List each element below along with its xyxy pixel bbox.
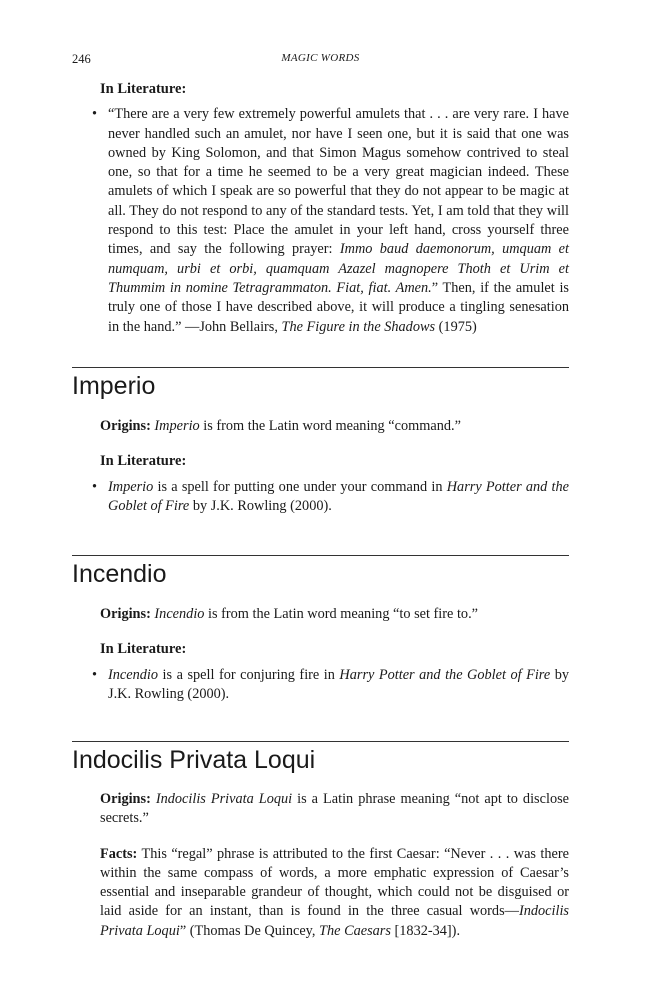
origins-term: Incendio [154,606,205,622]
quote-year: (1975) [435,318,477,335]
literature-item [92,478,569,517]
bullet-icon: • [92,478,98,495]
quote-book-title: The Figure in the Shadows [281,318,436,335]
origins-term: Indocilis Privata Loqui [155,791,293,807]
origins-text: is a Latin phrase meaning “not apt to disclose secrets.” [100,791,569,827]
facts-paragraph [100,845,569,941]
lit-text-end: by J.K. Rowling (2000). [189,497,332,514]
origins-label: Origins: [100,791,151,807]
running-head: MAGIC WORDS [281,52,360,64]
entry-incendio [92,605,570,704]
literature-quote [92,105,569,337]
facts-term: Indocilis Privata Loqui [100,903,569,939]
page-number: 246 [72,52,91,66]
origins-label: Origins: [100,418,151,434]
quote-text-end: ” Then, if the amulet is truly one of those I have described above, it will produce a tingling senesation in the hand.” —John Bellairs, [108,279,569,335]
entry-indocilis [100,790,569,941]
section-divider [72,367,569,368]
entry-title: Indocilis Privata Loqui [72,746,316,774]
bullet-icon: • [92,666,98,683]
section-divider [72,741,569,742]
lit-text-end: by J.K. Rowling (2000). [108,666,570,702]
in-literature-heading: In Literature: [100,641,187,658]
lit-book-title: Harry Potter and the Goblet of Fire [339,666,551,683]
origins-paragraph [100,790,569,829]
origins-text: is from the Latin word meaning “command.” [199,418,461,434]
lit-term: Imperio [108,478,154,495]
intro-section [92,80,569,337]
in-literature-heading: In Literature: [100,453,187,470]
facts-label: Facts: [100,845,138,862]
facts-text-mid: ” (Thomas De Quincey, [179,922,320,939]
section-divider [72,555,569,556]
bullet-icon: • [92,106,98,123]
origins-text: is from the Latin word meaning “to set fire to.” [204,606,478,622]
origins-label: Origins: [100,606,151,622]
facts-text-end: [1832-34]). [390,922,461,939]
in-literature-heading: In Literature: [100,81,187,97]
page-header [72,52,569,70]
entry-imperio [92,417,569,516]
facts-book-title: The Caesars [319,922,391,939]
entry-title: Incendio [72,560,167,588]
origins-term: Imperio [154,418,200,434]
lit-book-title: Harry Potter and the Goblet of Fire [108,478,569,514]
lit-term: Incendio [108,666,159,683]
lit-text: is a spell for conjuring fire in [158,666,340,683]
lit-text: is a spell for putting one under your command in [153,478,447,495]
facts-text: This “regal” phrase is attributed to the first Caesar: “Never . . . was there within the same compass of words, a more emphatic expression of Caesar’s essential and inseparable grandeur of thought, which could not be disguised or laid aside for an instant, than is found in the three casual words— [100,845,569,920]
origins-paragraph [100,605,569,624]
quote-prayer: Immo baud daemonorum, umquam et numquam, urbi et orbi, quamquam Azazel magnopere Thoth et Urim et Thummim in nomine Tetragrammaton. Fiat, fiat. Amen. [108,241,569,296]
origins-paragraph [100,417,569,436]
entry-title: Imperio [72,372,156,400]
quote-text: “There are a very few extremely powerful amulets that . . . are very rare. I have never handled such an amulet, nor have I seen one, but it is said that one was owned by King Solomon, and that Simon Magus somehow contrived to steal one, so that for a time he seemed to be a very great magician indeed. These amulets of which I speak are so powerful that they do not appear to be magic at all. They do not respond to any of the standard tests. Yet, I am told that they will respond to this test: Place the amulet in your left hand, cross yourself three times, and say the following prayer: [108,106,569,258]
literature-item [92,666,570,705]
